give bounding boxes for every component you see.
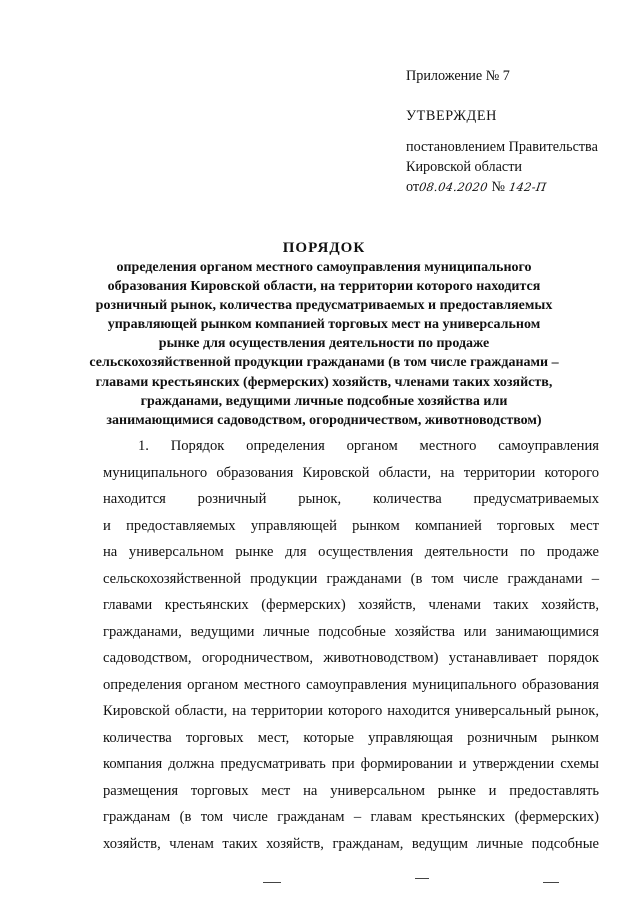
body-line: компания должна предусматривать при формировании и утверждении схемы	[103, 756, 599, 772]
document-subtitle	[80, 258, 568, 430]
subtitle-line: образования Кировской области, на территории которого находится	[107, 279, 541, 295]
subtitle-line: гражданами, ведущими личные подсобные хозяйства или	[140, 393, 508, 409]
body-line: хозяйств, членам таких хозяйств, гражданам, ведущим личные подсобные	[103, 835, 599, 852]
decree-line-1: постановлением Правительства	[406, 139, 598, 155]
body-line: и предоставляемых управляющей рынком компанией торговых мест	[103, 517, 599, 534]
body-line: определения органом местного самоуправления муниципального образования	[103, 676, 599, 693]
scan-mark	[263, 882, 281, 883]
approved-label: УТВЕРЖДЕН	[406, 108, 497, 124]
subtitle-line: рынке для осуществления деятельности по продаже	[158, 336, 490, 352]
subtitle-line: главами крестьянских (фермерских) хозяйств, членами таких хозяйств,	[95, 374, 553, 390]
body-line: главами крестьянских (фермерских) хозяйств, членами таких хозяйств,	[103, 597, 599, 613]
scan-mark	[415, 878, 429, 879]
body-line: сельскохозяйственной продукции гражданами (в том числе гражданами –	[103, 570, 599, 587]
handwritten-date: 08.04.2020	[418, 180, 489, 194]
body-line: Кировской области, на территории которого находится универсальный рынок,	[103, 703, 599, 719]
subtitle-line: управляющей рынком компанией торговых мест на универсальном	[107, 317, 541, 333]
appendix-label: Приложение № 7	[406, 68, 510, 84]
decree-line-2: Кировской области	[406, 159, 522, 175]
subtitle-line: сельскохозяйственной продукции гражданами (в том числе гражданами –	[89, 355, 559, 371]
scan-mark	[543, 882, 559, 883]
decree-reference	[406, 137, 626, 197]
body-line: находится розничный рынок, количества предусматриваемых	[103, 491, 599, 507]
body-line: 1. Порядок определения органом местного самоуправления	[138, 438, 599, 454]
document-body	[103, 438, 599, 862]
document-heading	[80, 238, 568, 430]
document-title: ПОРЯДОК	[282, 240, 366, 256]
subtitle-line: розничный рынок, количества предусматриваемых и предоставляемых	[95, 298, 553, 314]
date-prefix: от	[406, 179, 420, 195]
handwritten-number: 142-П	[507, 180, 547, 194]
body-line: количества торговых мест, которые управляющая розничным рынком	[103, 729, 599, 746]
body-line: гражданам (в том числе гражданам – главам крестьянских (фермерских)	[103, 809, 599, 825]
number-prefix: №	[487, 179, 509, 195]
body-line: размещения торговых мест на универсальном рынке и предоставлять	[103, 782, 599, 799]
subtitle-line: определения органом местного самоуправления муниципального	[116, 260, 532, 275]
decree-date-number	[406, 177, 626, 197]
body-line: садоводством, огородничеством, животноводством) устанавливает порядок	[103, 650, 599, 666]
subtitle-line: занимающимися садоводством, огородничеством, животноводством)	[106, 412, 542, 428]
body-line: муниципального образования Кировской области, на территории которого	[103, 464, 599, 481]
body-line: на универсальном рынке для осуществления деятельности по продаже	[103, 544, 599, 560]
body-line: гражданами, ведущими личные подсобные хозяйства или занимающимися	[103, 623, 599, 640]
